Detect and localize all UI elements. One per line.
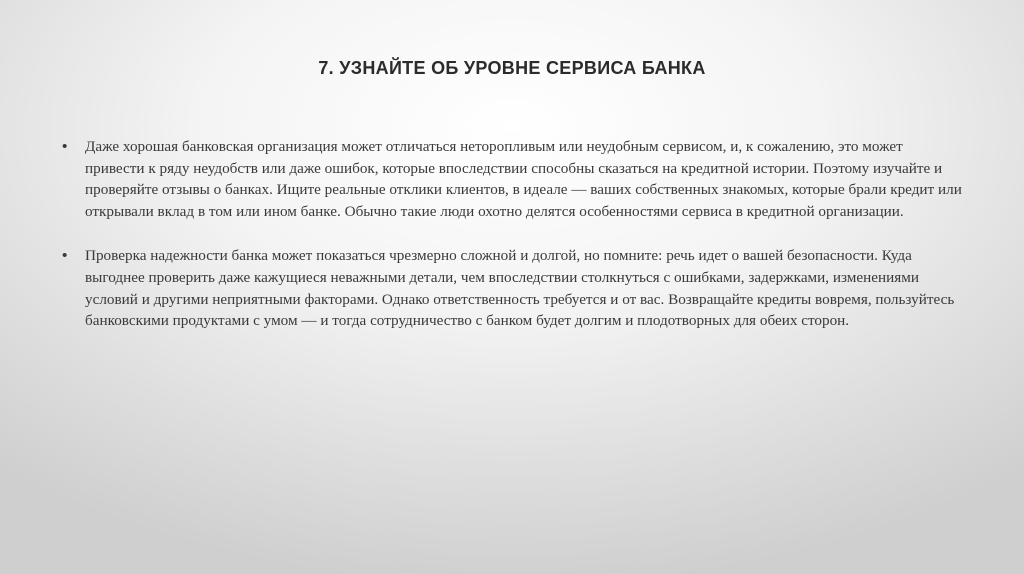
bullet-item — [62, 136, 962, 222]
bullet-icon: • — [62, 138, 68, 155]
bullet-item — [62, 245, 962, 331]
bullet-text: Даже хорошая банковская организация может отличаться неторопливым или неудобным сервисом, и, к сожалению, это может привести к ряду неудобств или даже ошибок, которые впоследствии способны сказаться на кредитной истории. Поэтому изучайте и проверяйте отзывы о банках. Ищите реальные отклики клиентов, в идеале — ваших собственных знакомых, которые брали кредит или открывали вклад в том или ином банке. Обычно такие люди охотно делятся особенностями сервиса в кредитной организации. — [85, 138, 962, 220]
slide-title: 7. УЗНАЙТЕ ОБ УРОВНЕ СЕРВИСА БАНКА — [318, 58, 706, 78]
bullet-text: Проверка надежности банка может показаться чрезмерно сложной и долгой, но помните: речь идет о вашей безопасности. Куда выгоднее проверить даже кажущиеся неважными детали, чем впоследствии столкнуться с ошибками, задержками, изменениями условий и другими неприятными факторами. Однако ответственность требуется и от вас. Возвращайте кредиты вовремя, пользуйтесь банковскими продуктами с умом — и тогда сотрудничество с банком будет долгим и плодотворных для обеих сторон. — [85, 247, 955, 330]
bullet-list — [62, 136, 962, 355]
bullet-icon: • — [62, 247, 68, 265]
